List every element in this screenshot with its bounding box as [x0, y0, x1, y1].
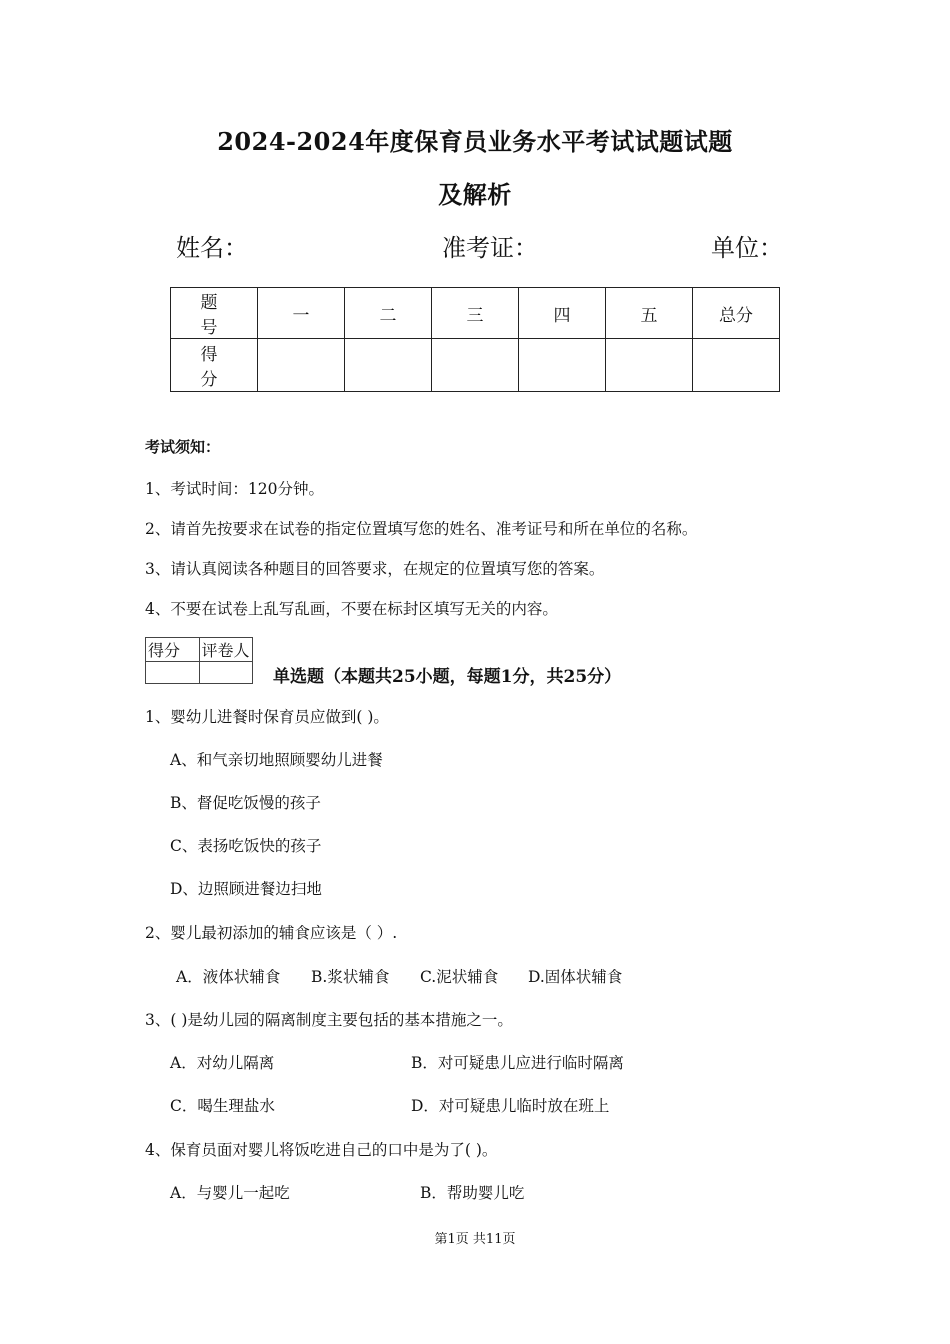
score-table-cell: 得 分: [171, 339, 258, 392]
question-option: A．与婴儿一起吃: [170, 1184, 290, 1202]
grader-name-cell[interactable]: [199, 662, 253, 684]
score-table-cell: 二: [345, 288, 432, 339]
score-table-cell: 五: [606, 288, 693, 339]
page-footer: 第1页 共11页: [434, 1232, 516, 1247]
section-title: 单选题（本题共25小题，每题1分，共25分）: [273, 667, 622, 687]
question-option: A、和气亲切地照顾婴幼儿进餐: [170, 751, 383, 769]
score-input-cell[interactable]: [519, 339, 606, 392]
question-option: C.泥状辅食: [420, 968, 499, 986]
score-input-cell[interactable]: [606, 339, 693, 392]
question-option: C、表扬吃饭快的孩子: [170, 837, 322, 855]
notice-item: 3、请认真阅读各种题目的回答要求，在规定的位置填写您的答案。: [145, 560, 605, 578]
question-option: D．对可疑患儿临时放在班上: [411, 1097, 610, 1115]
question-option: B、督促吃饭慢的孩子: [170, 794, 321, 812]
grader-table: [145, 637, 253, 684]
grader-score-cell[interactable]: [146, 662, 200, 684]
question-option: A．对幼儿隔离: [170, 1054, 275, 1072]
question-option: B.浆状辅食: [311, 968, 390, 986]
score-input-cell[interactable]: [693, 339, 780, 392]
score-table-cell: 三: [432, 288, 519, 339]
page-subtitle: 及解析: [438, 180, 512, 209]
score-table-cell: 总分: [693, 288, 780, 339]
score-input-cell[interactable]: [258, 339, 345, 392]
question-option: D.固体状辅食: [528, 968, 623, 986]
question-option: A．液体状辅食: [176, 968, 281, 986]
notice-heading: 考试须知：: [145, 438, 221, 456]
score-input-cell[interactable]: [345, 339, 432, 392]
question-option: C．喝生理盐水: [170, 1097, 275, 1115]
notice-item: 4、不要在试卷上乱写乱画，不要在标封区填写无关的内容。: [145, 600, 558, 618]
score-input-cell[interactable]: [432, 339, 519, 392]
question-option: B．对可疑患儿应进行临时隔离: [411, 1054, 624, 1072]
score-table: [170, 287, 780, 392]
name-field-label: 姓名：: [176, 234, 248, 262]
question-text: 3、( )是幼儿园的隔离制度主要包括的基本措施之一。: [145, 1011, 513, 1029]
page-title: 2024-2024年度保育员业务水平考试试题试题: [217, 127, 733, 156]
notice-item: 2、请首先按要求在试卷的指定位置填写您的姓名、准考证号和所在单位的名称。: [145, 520, 698, 538]
question-option: D、边照顾进餐边扫地: [170, 880, 322, 898]
notice-item: 1、考试时间：120分钟。: [145, 480, 324, 498]
question-text: 1、婴幼儿进餐时保育员应做到( )。: [145, 708, 389, 726]
ticket-field-label: 准考证：: [442, 234, 538, 262]
unit-field-label: 单位：: [711, 234, 783, 262]
question-text: 2、婴儿最初添加的辅食应该是（ ）.: [145, 924, 398, 942]
score-table-cell: 题 号: [171, 288, 258, 339]
score-table-cell: 四: [519, 288, 606, 339]
score-table-score-row: [171, 339, 780, 392]
grader-score-label: 得分: [146, 638, 200, 662]
question-option: B．帮助婴儿吃: [420, 1184, 525, 1202]
grader-name-label: 评卷人: [199, 638, 253, 662]
question-text: 4、保育员面对婴儿将饭吃进自己的口中是为了( )。: [145, 1141, 498, 1159]
score-table-cell: 一: [258, 288, 345, 339]
score-table-header-row: [171, 288, 780, 339]
